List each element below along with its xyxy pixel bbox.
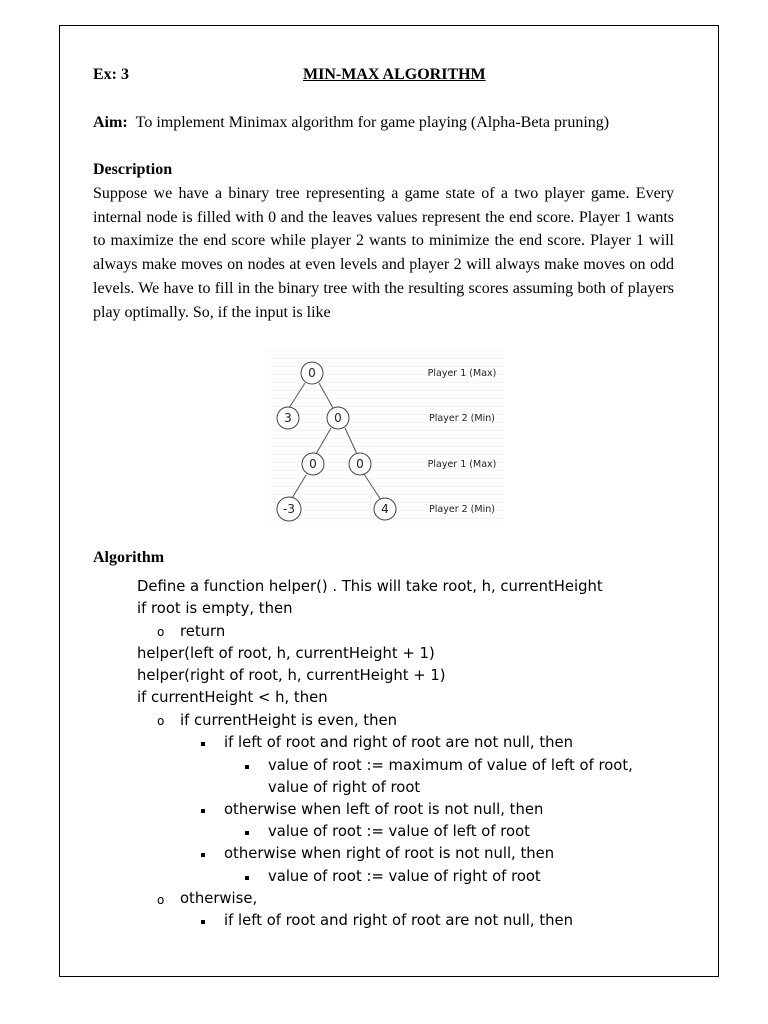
description-paragraph: Suppose we have a binary tree representing a game state of a two player game. Every internal node is filled with 0 and the leaves values represent the end score. Player 1 wants to maximize the end score while player 2 wants to minimize the end score. Player 1 will always make moves on nodes at even levels and player 2 will always make moves on odd levels. We have to fill in the binary tree with the resulting scores assuming both of players play optimally. So, if the input is like: [93, 185, 674, 321]
bullet-o: o: [157, 893, 165, 907]
algo-line-6: if currentHeight < h, then: [137, 689, 328, 706]
square-bullet: [201, 920, 205, 924]
page-title: MIN-MAX ALGORITHM: [303, 66, 486, 83]
level-label-2: Player 1 (Max): [427, 459, 497, 470]
level-label-3: Player 2 (Min): [429, 504, 495, 515]
algo-line-4: helper(left of root, h, currentHeight + 1): [137, 645, 435, 662]
square-bullet: [245, 765, 249, 769]
bullet-o: o: [157, 625, 165, 639]
svg-text:0: 0: [356, 457, 364, 471]
tree-node-level2-left: [302, 453, 324, 475]
bullet-o: o: [157, 714, 165, 728]
svg-text:-3: -3: [283, 502, 295, 516]
algorithm-heading: Algorithm: [93, 549, 165, 566]
tree-node-right-child: [327, 407, 349, 429]
aim-text: To implement Minimax algorithm for game playing (Alpha-Beta pruning): [135, 114, 610, 131]
algo-line-12: value of root := value of left of root: [268, 823, 530, 840]
algo-line-15: otherwise,: [180, 890, 258, 907]
algo-line-13: otherwise when right of root is not null, then: [224, 845, 555, 862]
algo-line-7: if currentHeight is even, then: [180, 712, 397, 729]
algo-line-8: if left of root and right of root are not null, then: [224, 734, 573, 751]
aim-label: Aim:: [93, 114, 128, 131]
tree-node-leaf-neg3: [277, 497, 301, 521]
exercise-label: Ex: 3: [93, 66, 129, 83]
algo-line-9: value of root := maximum of value of left of root,: [268, 757, 633, 774]
svg-text:0: 0: [334, 411, 342, 425]
svg-text:4: 4: [381, 502, 389, 516]
square-bullet: [201, 853, 205, 857]
algo-line-14: value of root := value of right of root: [268, 868, 541, 885]
algo-line-3: return: [180, 623, 226, 640]
tree-node-leaf-4: [374, 498, 396, 520]
svg-text:3: 3: [284, 411, 292, 425]
algo-line-16: if left of root and right of root are not null, then: [224, 912, 573, 929]
level-label-0: Player 1 (Max): [427, 368, 497, 379]
square-bullet: [245, 831, 249, 835]
tree-node-root: [301, 362, 323, 384]
algo-line-10: value of right of root: [268, 779, 421, 796]
algo-line-5: helper(right of root, h, currentHeight + 1): [137, 667, 446, 684]
square-bullet: [245, 876, 249, 880]
svg-text:0: 0: [309, 457, 317, 471]
level-label-1: Player 2 (Min): [429, 413, 495, 424]
square-bullet: [201, 809, 205, 813]
svg-text:0: 0: [308, 366, 316, 380]
minimax-tree-figure: [266, 350, 504, 526]
aim-line: [93, 114, 609, 132]
tree-node-left-leaf: [277, 407, 299, 429]
algo-line-11: otherwise when left of root is not null, then: [224, 801, 544, 818]
tree-node-level2-right: [349, 453, 371, 475]
algo-line-1: Define a function helper() . This will take root, h, currentHeight: [137, 578, 603, 595]
algo-line-2: if root is empty, then: [137, 600, 293, 617]
description-heading: Description: [93, 161, 173, 178]
square-bullet: [201, 742, 205, 746]
